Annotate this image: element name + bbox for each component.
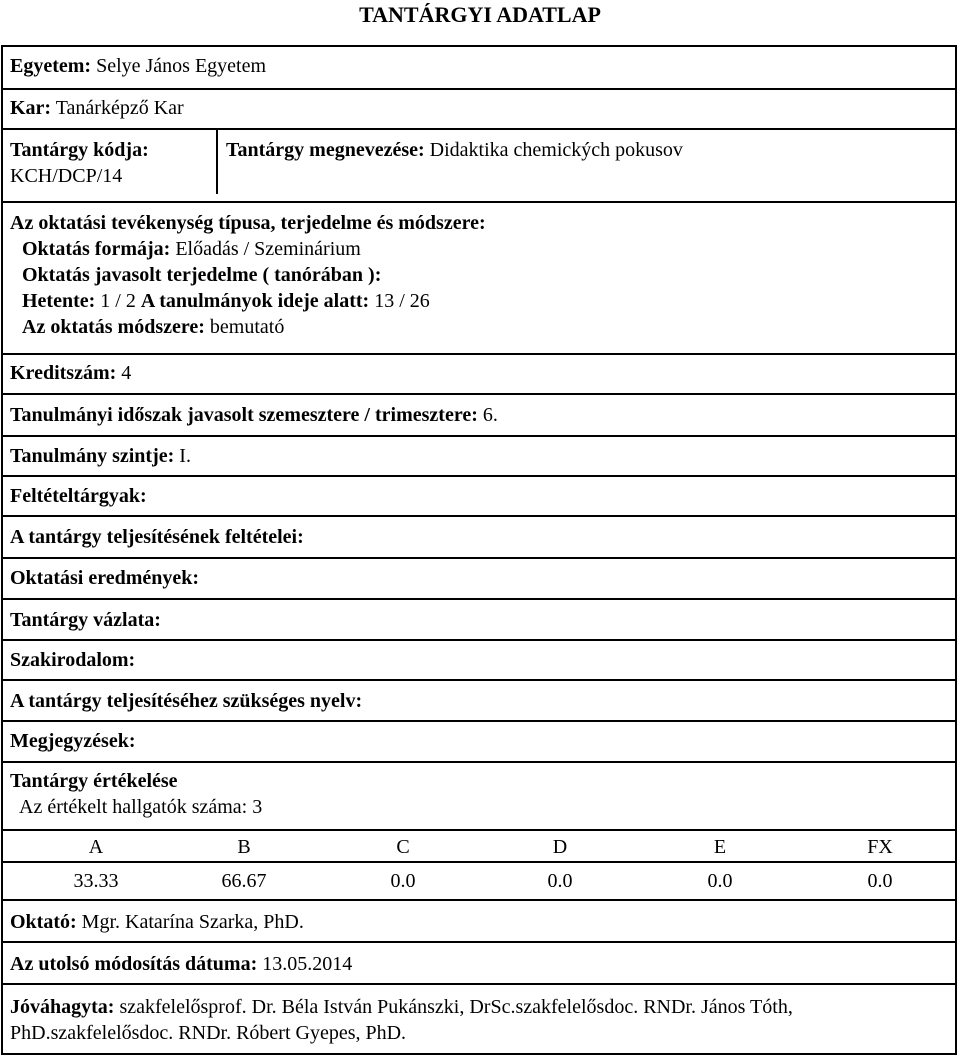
course-name-label: Tantárgy megnevezése: [226, 139, 425, 161]
grade-header-2: C [396, 836, 410, 858]
grade-header-3: D [552, 836, 568, 858]
university-row [3, 47, 955, 88]
language-label: A tantárgy teljesítéséhez szükséges nyelv: [10, 690, 363, 712]
weekly-value: 1 / 2 [100, 290, 136, 312]
grade-value-3: 0.0 [547, 870, 573, 892]
modified-label: Az utolsó módosítás dátuma: [10, 953, 258, 975]
period-value: 13 / 26 [374, 290, 430, 312]
course-name-value: Didaktika chemických pokusov [429, 139, 683, 161]
modified-row [3, 941, 955, 983]
evaluation-row [3, 761, 955, 899]
notes-row [3, 720, 955, 761]
university-label: Egyetem: [10, 55, 92, 77]
outcomes-label: Oktatási eredmények: [10, 567, 200, 589]
credits-row [3, 353, 955, 393]
grade-header-1: B [237, 836, 251, 858]
grade-value-0: 33.33 [73, 870, 119, 892]
conditions-label: A tantárgy teljesítésének feltételei: [10, 526, 304, 548]
approved-row [3, 983, 955, 1053]
level-label: Tanulmány szintje: [10, 445, 175, 467]
modified-value: 13.05.2014 [262, 953, 353, 975]
document-title: TANTÁRGYI ADATLAP [359, 2, 601, 27]
grade-value-1: 66.67 [221, 870, 267, 892]
course-code-value: KCH/DCP/14 [10, 165, 123, 187]
form-label: Oktatás formája: [22, 238, 171, 260]
credits-value: 4 [121, 362, 132, 384]
grade-header-4: E [713, 836, 727, 858]
grade-table [3, 829, 955, 899]
notes-label: Megjegyzések: [10, 730, 136, 752]
teacher-row [3, 899, 955, 941]
grade-header-0: A [88, 836, 104, 858]
semester-label: Tanulmányi időszak javasolt szemesztere / trimesztere: [10, 404, 478, 426]
form-value: Előadás / Szeminárium [175, 238, 361, 260]
course-sheet [1, 45, 957, 1055]
semester-row [3, 393, 955, 435]
outline-row [3, 598, 955, 639]
teacher-value: Mgr. Katarína Szarka, PhD. [81, 911, 304, 933]
university-value: Selye János Egyetem [96, 55, 267, 77]
level-row [3, 435, 955, 475]
prerequisites-label: Feltételtárgyak: [10, 485, 147, 507]
language-row [3, 679, 955, 720]
grade-value-2: 0.0 [390, 870, 416, 892]
outcomes-row [3, 557, 955, 598]
teacher-label: Oktató: [10, 911, 77, 933]
approved-line-1: szakfelelősprof. Dr. Béla István Pukánszki, DrSc.szakfelelősdoc. RNDr. János Tóth, [119, 996, 793, 1018]
outline-label: Tantárgy vázlata: [10, 609, 161, 631]
method-value: bemutató [209, 316, 285, 338]
course-id-row [3, 128, 955, 201]
weekly-label: Hetente: [22, 290, 96, 312]
grade-header-5: FX [867, 836, 893, 858]
faculty-row [3, 88, 955, 128]
method-label: Az oktatás módszere: [22, 316, 205, 338]
evaluated-count: Az értékelt hallgatók száma: 3 [19, 796, 263, 818]
prerequisites-row [3, 475, 955, 515]
literature-label: Szakirodalom: [10, 649, 136, 671]
scope-label: Oktatás javasolt terjedelme ( tanórában ): [22, 264, 382, 286]
faculty-value: Tanárképző Kar [55, 97, 184, 119]
faculty-label: Kar: [10, 97, 52, 119]
level-value: I. [179, 445, 191, 467]
semester-value: 6. [482, 404, 498, 426]
period-label: A tanulmányok ideje alatt: [140, 290, 370, 312]
grade-value-4: 0.0 [707, 870, 733, 892]
course-code-label: Tantárgy kódja: [10, 139, 149, 161]
approved-line-2: PhD.szakfelelősdoc. RNDr. Róbert Gyepes, PhD. [10, 1022, 407, 1044]
evaluation-heading: Tantárgy értékelése [10, 770, 178, 792]
credits-label: Kreditszám: [10, 362, 117, 384]
activity-heading: Az oktatási tevékenység típusa, terjedelme és módszere: [10, 212, 486, 234]
conditions-row [3, 515, 955, 557]
approved-label: Jóváhagyta: [10, 996, 115, 1018]
activity-row [3, 201, 955, 353]
grade-value-5: 0.0 [867, 870, 893, 892]
literature-row [3, 639, 955, 679]
